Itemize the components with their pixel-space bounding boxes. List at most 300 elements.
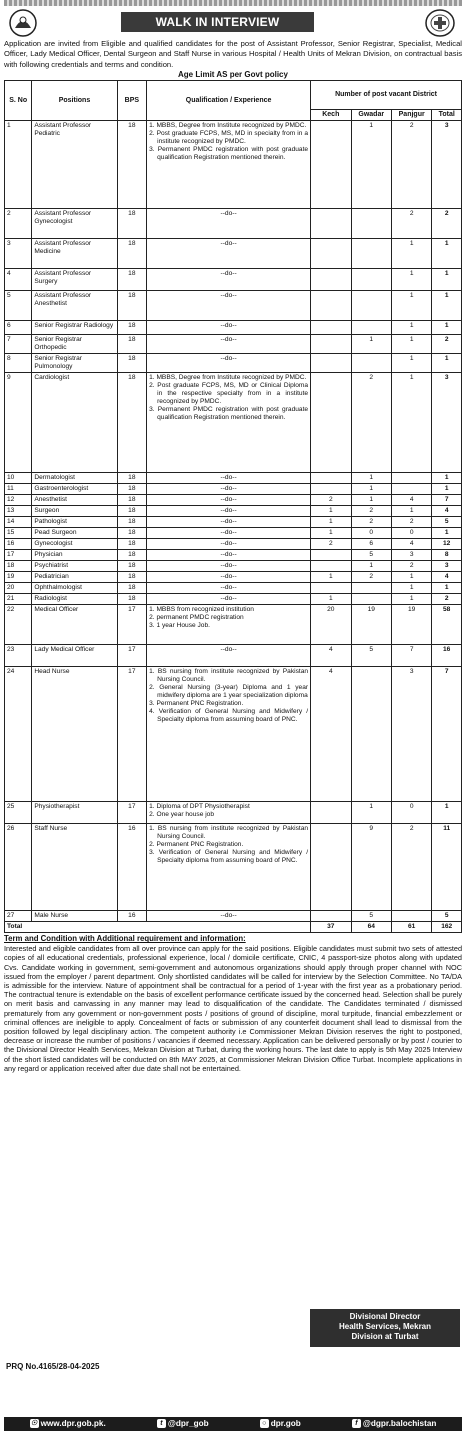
qualification-item: 3. Verification of General Nursing and Midwifery / Specialty diploma from assuming board of PNC. xyxy=(149,849,309,865)
cell-total: 16 xyxy=(432,645,462,667)
cell-bps: 18 xyxy=(117,539,147,550)
cell-position: Gastroenterologist xyxy=(32,484,117,495)
cell-position: Radiologist xyxy=(32,594,117,605)
table-row xyxy=(5,517,462,528)
cell-position: Pead Surgeon xyxy=(32,528,117,539)
cell-kech: 2 xyxy=(311,495,351,506)
cell-total: 3 xyxy=(432,121,462,209)
instagram-icon: ○ xyxy=(260,1419,269,1428)
health-department-logo-icon xyxy=(424,8,456,38)
header-posts-vacant: Number of post vacant District xyxy=(311,81,462,110)
cell-kech xyxy=(311,291,351,321)
intro-text: Application are invited from Eligible and qualified candidates for the post of Assistant Professor, Senior Registrar, Specialist, Medical Officer, Lady Medical Officer, Dental Surgeon and Staff Nurse in various Hospital / Health Units of Mekran Division, on contractual basis with following credentials and terms and condition. xyxy=(4,39,462,69)
cell-total: 2 xyxy=(432,335,462,354)
cell-bps: 18 xyxy=(117,373,147,473)
cell-panjgur: 1 xyxy=(391,291,431,321)
cell-position: Ophthalmologist xyxy=(32,583,117,594)
cell-gwadar: 5 xyxy=(351,550,391,561)
cell-position: Gynecologist xyxy=(32,539,117,550)
cell-gwadar: 1 xyxy=(351,484,391,495)
cell-position: Physician xyxy=(32,550,117,561)
cell-position: Head Nurse xyxy=(32,667,117,802)
cell-panjgur: 19 xyxy=(391,605,431,645)
cell-total: 12 xyxy=(432,539,462,550)
cell-sno: 26 xyxy=(5,824,32,911)
cell-position: Assistant Professor Medicine xyxy=(32,239,117,269)
qualification-item: 2. Post graduate FCPS, MS, MD in specialty from in a institute recognized by PMDC. xyxy=(149,130,309,146)
cell-position: Pathologist xyxy=(32,517,117,528)
cell-total: 1 xyxy=(432,528,462,539)
table-row xyxy=(5,209,462,239)
cell-bps: 18 xyxy=(117,495,147,506)
cell-qualification xyxy=(147,667,311,802)
cell-panjgur: 1 xyxy=(391,354,431,373)
table-row xyxy=(5,594,462,605)
cell-gwadar xyxy=(351,667,391,802)
cell-gwadar xyxy=(351,239,391,269)
cell-panjgur: 1 xyxy=(391,373,431,473)
table-row xyxy=(5,269,462,291)
cell-qualification: --do-- xyxy=(147,506,311,517)
qualification-item: 2. General Nursing (3-year) Diploma and 1 year midwifery diploma are 1 year specialization diploma xyxy=(149,684,309,700)
cell-gwadar xyxy=(351,321,391,335)
table-row xyxy=(5,824,462,911)
cell-qualification: --do-- xyxy=(147,354,311,373)
header-bps: BPS xyxy=(117,81,147,121)
cell-total: 2 xyxy=(432,594,462,605)
table-row xyxy=(5,121,462,209)
cell-sno: 5 xyxy=(5,291,32,321)
cell-bps: 18 xyxy=(117,209,147,239)
cell-sno: 1 xyxy=(5,121,32,209)
cell-total: 1 xyxy=(432,583,462,594)
table-row xyxy=(5,354,462,373)
total-panjgur: 61 xyxy=(391,922,431,933)
table-row xyxy=(5,473,462,484)
cell-position: Assistant Professor Pediatric xyxy=(32,121,117,209)
table-row xyxy=(5,667,462,802)
cell-panjgur: 4 xyxy=(391,495,431,506)
cell-sno: 16 xyxy=(5,539,32,550)
terms-heading: Term and Condition with Additional requirement and information: xyxy=(4,934,246,944)
cell-sno: 4 xyxy=(5,269,32,291)
cell-kech xyxy=(311,121,351,209)
cell-position: Senior Registrar Radiology xyxy=(32,321,117,335)
total-kech: 37 xyxy=(311,922,351,933)
qualification-item: 3. 1 year House Job. xyxy=(149,622,210,630)
cell-kech xyxy=(311,473,351,484)
qualification-item: 1. MBBS, Degree from Institute recognized by PMDC. xyxy=(149,374,307,382)
cell-qualification: --do-- xyxy=(147,561,311,572)
cell-kech xyxy=(311,239,351,269)
cell-kech xyxy=(311,911,351,922)
cell-sno: 22 xyxy=(5,605,32,645)
cell-kech xyxy=(311,484,351,495)
cell-total: 7 xyxy=(432,495,462,506)
cell-total: 1 xyxy=(432,354,462,373)
cell-position: Cardiologist xyxy=(32,373,117,473)
cell-qualification: --do-- xyxy=(147,539,311,550)
cell-sno: 18 xyxy=(5,561,32,572)
cell-gwadar: 1 xyxy=(351,802,391,824)
cell-kech xyxy=(311,561,351,572)
cell-qualification: --do-- xyxy=(147,572,311,583)
cell-position: Anesthetist xyxy=(32,495,117,506)
cell-sno: 12 xyxy=(5,495,32,506)
header-panjgur: Panjgur xyxy=(391,110,431,121)
cell-bps: 18 xyxy=(117,528,147,539)
cell-kech xyxy=(311,321,351,335)
cell-sno: 21 xyxy=(5,594,32,605)
cell-panjgur: 1 xyxy=(391,583,431,594)
qualification-item: 2. Post graduate FCPS, MS, MD or Clinical Diploma in the respective specialty from in a institute recognized by PMDC. xyxy=(149,382,309,406)
cell-position: Lady Medical Officer xyxy=(32,645,117,667)
qualification-list xyxy=(149,122,308,162)
cell-qualification xyxy=(147,605,311,645)
cell-qualification: --do-- xyxy=(147,473,311,484)
cell-panjgur: 1 xyxy=(391,594,431,605)
cell-bps: 16 xyxy=(117,824,147,911)
cell-position: Senior Registrar Orthopedic xyxy=(32,335,117,354)
cell-sno: 3 xyxy=(5,239,32,269)
prq-number: PRQ No.4165/28-04-2025 xyxy=(6,1362,100,1371)
cell-sno: 11 xyxy=(5,484,32,495)
government-logo-icon xyxy=(8,8,38,38)
cell-bps: 17 xyxy=(117,605,147,645)
table-row xyxy=(5,605,462,645)
cell-kech: 1 xyxy=(311,506,351,517)
cell-qualification xyxy=(147,373,311,473)
cell-position: Assistant Professor Gynecologist xyxy=(32,209,117,239)
instagram-link[interactable]: ○ dpr.gob xyxy=(260,1417,301,1431)
facebook-link[interactable]: f @dgpr.balochistan xyxy=(352,1417,437,1431)
table-row xyxy=(5,506,462,517)
cell-bps: 18 xyxy=(117,506,147,517)
qualification-item: 1. MBBS from recognized institution xyxy=(149,606,254,614)
cell-bps: 18 xyxy=(117,335,147,354)
cell-panjgur: 7 xyxy=(391,645,431,667)
table-row xyxy=(5,550,462,561)
table-row xyxy=(5,583,462,594)
cell-panjgur: 1 xyxy=(391,321,431,335)
cell-gwadar: 2 xyxy=(351,373,391,473)
cell-bps: 18 xyxy=(117,561,147,572)
signature-line: Health Services, Mekran xyxy=(338,1322,432,1331)
cell-bps: 17 xyxy=(117,802,147,824)
cell-qualification: --do-- xyxy=(147,583,311,594)
cell-qualification: --do-- xyxy=(147,291,311,321)
table-row xyxy=(5,572,462,583)
qualification-item: 3. Permanent PMDC registration with post graduate qualification Registration mentioned therein. xyxy=(149,406,309,422)
cell-gwadar xyxy=(351,269,391,291)
header-kech: Kech xyxy=(311,110,351,121)
cell-kech: 1 xyxy=(311,517,351,528)
header-qualification: Qualification / Experience xyxy=(147,81,311,121)
cell-sno: 7 xyxy=(5,335,32,354)
cell-sno: 6 xyxy=(5,321,32,335)
qualification-item: 3. Permanent PNC Registration. xyxy=(149,700,244,708)
cell-bps: 18 xyxy=(117,594,147,605)
cell-gwadar: 1 xyxy=(351,335,391,354)
cell-total: 7 xyxy=(432,667,462,802)
cell-gwadar: 9 xyxy=(351,824,391,911)
cell-qualification xyxy=(147,824,311,911)
cell-qualification: --do-- xyxy=(147,321,311,335)
cell-kech: 4 xyxy=(311,645,351,667)
table-row xyxy=(5,911,462,922)
qualification-item: 2. One year house job xyxy=(149,811,214,819)
cell-kech xyxy=(311,583,351,594)
cell-gwadar: 2 xyxy=(351,506,391,517)
cell-sno: 25 xyxy=(5,802,32,824)
cell-qualification: --do-- xyxy=(147,528,311,539)
cell-qualification: --do-- xyxy=(147,335,311,354)
table-row xyxy=(5,561,462,572)
cell-total: 4 xyxy=(432,572,462,583)
header-sno: S. No xyxy=(5,81,32,121)
twitter-link[interactable]: t @dpr_gob xyxy=(157,1417,209,1431)
qualification-item: 1. BS nursing from institute recognized by Pakistan Nursing Council. xyxy=(149,668,309,684)
cell-kech xyxy=(311,802,351,824)
cell-gwadar xyxy=(351,583,391,594)
qualification-list xyxy=(149,374,308,422)
cell-sno: 27 xyxy=(5,911,32,922)
total-gwadar: 64 xyxy=(351,922,391,933)
qualification-item: 1. Diploma of DPT Physiotherapist xyxy=(149,803,250,811)
vacancy-table xyxy=(4,80,462,933)
cell-kech xyxy=(311,269,351,291)
cell-panjgur xyxy=(391,473,431,484)
cell-total: 1 xyxy=(432,291,462,321)
cell-kech: 1 xyxy=(311,528,351,539)
qualification-list xyxy=(149,825,308,865)
cell-total: 1 xyxy=(432,269,462,291)
cell-panjgur: 0 xyxy=(391,528,431,539)
cell-gwadar xyxy=(351,594,391,605)
cell-panjgur: 3 xyxy=(391,667,431,802)
cell-total: 1 xyxy=(432,484,462,495)
qualification-item: 2. permanent PMDC registration xyxy=(149,614,244,622)
cell-position: Senior Registrar Pulmonology xyxy=(32,354,117,373)
cell-total: 1 xyxy=(432,321,462,335)
cell-bps: 18 xyxy=(117,354,147,373)
cell-kech xyxy=(311,550,351,561)
cell-gwadar: 1 xyxy=(351,495,391,506)
cell-bps: 17 xyxy=(117,667,147,802)
cell-gwadar xyxy=(351,209,391,239)
header-total: Total xyxy=(432,110,462,121)
website-link[interactable]: ☉ www.dpr.gob.pk. xyxy=(30,1419,106,1428)
cell-gwadar: 6 xyxy=(351,539,391,550)
table-row xyxy=(5,321,462,335)
cell-bps: 18 xyxy=(117,550,147,561)
cell-qualification: --do-- xyxy=(147,550,311,561)
facebook-icon: f xyxy=(352,1419,361,1428)
cell-sno: 2 xyxy=(5,209,32,239)
cell-gwadar: 2 xyxy=(351,572,391,583)
cell-sno: 19 xyxy=(5,572,32,583)
cell-position: Medical Officer xyxy=(32,605,117,645)
cell-gwadar: 0 xyxy=(351,528,391,539)
cell-qualification: --do-- xyxy=(147,517,311,528)
cell-bps: 18 xyxy=(117,321,147,335)
cell-panjgur: 1 xyxy=(391,506,431,517)
qualification-item: 1. BS nursing from institute recognized by Pakistan Nursing Council. xyxy=(149,825,309,841)
cell-panjgur xyxy=(391,484,431,495)
cell-sno: 20 xyxy=(5,583,32,594)
cell-sno: 9 xyxy=(5,373,32,473)
cell-total: 4 xyxy=(432,506,462,517)
cell-total: 1 xyxy=(432,473,462,484)
signature-block xyxy=(310,1309,460,1347)
cell-panjgur: 0 xyxy=(391,802,431,824)
cell-bps: 18 xyxy=(117,517,147,528)
cell-gwadar: 1 xyxy=(351,473,391,484)
cell-gwadar: 5 xyxy=(351,911,391,922)
cell-kech xyxy=(311,209,351,239)
qualification-item: 2. Permanent PNC Registration. xyxy=(149,841,244,849)
cell-total: 11 xyxy=(432,824,462,911)
cell-bps: 17 xyxy=(117,645,147,667)
cell-qualification: --do-- xyxy=(147,269,311,291)
cell-kech: 4 xyxy=(311,667,351,802)
cell-total: 5 xyxy=(432,517,462,528)
cell-position: Dermatologist xyxy=(32,473,117,484)
grand-total: 162 xyxy=(432,922,462,933)
cell-kech: 1 xyxy=(311,572,351,583)
header-positions: Positions xyxy=(32,81,117,121)
cell-qualification xyxy=(147,121,311,209)
header-gwadar: Gwadar xyxy=(351,110,391,121)
cell-panjgur: 2 xyxy=(391,209,431,239)
cell-panjgur: 1 xyxy=(391,269,431,291)
cell-kech xyxy=(311,354,351,373)
table-row xyxy=(5,528,462,539)
cell-bps: 18 xyxy=(117,269,147,291)
cell-panjgur: 2 xyxy=(391,121,431,209)
cell-bps: 18 xyxy=(117,239,147,269)
cell-qualification: --do-- xyxy=(147,911,311,922)
table-row xyxy=(5,239,462,269)
cell-panjgur: 1 xyxy=(391,572,431,583)
cell-total: 58 xyxy=(432,605,462,645)
signature-line: Divisional Director xyxy=(349,1312,421,1321)
cell-kech: 2 xyxy=(311,539,351,550)
terms-text: Interested and eligible candidates from all over province can apply for the said positions. Eligible candidates must submit two sets of attested copies of all educational credentials, professional experience, local / domicile certificate, CNIC, 4 passport-size photos along with updated Cvs. Candidate working in government, semi-government and autonomous organizations should apply through proper channel with NOC issued from the employer / parent department. Only shortlisted candidates will be called for interview by the Selection Committee. No TA/DA is admissible for the interview. Nature of appointment shall be contractual for a period of 1-year with the first year as a probationary period. The contractual tenure is extendable on the basis of excellent performance certificate issued by the concerned head. Selection shall be purely on merit basis and canvassing in any manner may lead to disqualification of the candidate. The Candidates terminated / dismissed prematurely from any government or non-government posts / positions of ground of discipline, moral turpitude, financial embezzlement or criminal offences are ineligible to apply. Concealment of facts or submission of any counterfeit document shall lead to dismissal from the position followed by legal disciplinary action. The competent authority i.e Commissioner Mekran Division reserves the right to postponed, decrease or increase the number of positions / vacancies if deemed necessary. Application can be delivered personally or by post / courier to the Divisional Director Health Services, Mekran Division at Turbat, during the working hours. The last date to apply is 5th May 2025 Interview of the short listed candidates will be conducted on 8th MAY 2025, at Commissioner Mekran Division Office Turbat. Incomplete applications in any regard or application received after due date shall not be entertained. xyxy=(4,944,462,1073)
qualification-list xyxy=(149,803,308,819)
table-row xyxy=(5,539,462,550)
twitter-icon: t xyxy=(157,1419,166,1428)
cell-gwadar: 1 xyxy=(351,121,391,209)
cell-total: 3 xyxy=(432,373,462,473)
cell-sno: 15 xyxy=(5,528,32,539)
cell-panjgur: 2 xyxy=(391,824,431,911)
cell-bps: 18 xyxy=(117,583,147,594)
cell-position: Staff Nurse xyxy=(32,824,117,911)
footer-bar xyxy=(4,1417,462,1431)
cell-qualification: --do-- xyxy=(147,484,311,495)
cell-panjgur: 1 xyxy=(391,239,431,269)
cell-sno: 23 xyxy=(5,645,32,667)
table-row xyxy=(5,373,462,473)
cell-bps: 18 xyxy=(117,473,147,484)
cell-total: 8 xyxy=(432,550,462,561)
cell-sno: 14 xyxy=(5,517,32,528)
cell-position: Assistant Professor Anesthetist xyxy=(32,291,117,321)
table-row xyxy=(5,291,462,321)
totals-label: Total xyxy=(5,922,311,933)
cell-bps: 18 xyxy=(117,484,147,495)
cell-qualification: --do-- xyxy=(147,239,311,269)
cell-position: Pediatrician xyxy=(32,572,117,583)
globe-icon: ☉ xyxy=(30,1420,38,1428)
cell-position: Physiotherapist xyxy=(32,802,117,824)
qualification-item: 1. MBBS, Degree from Institute recognized by PMDC. xyxy=(149,122,307,130)
table-row xyxy=(5,335,462,354)
table-row xyxy=(5,645,462,667)
table-row xyxy=(5,495,462,506)
table-row xyxy=(5,802,462,824)
cell-sno: 10 xyxy=(5,473,32,484)
cell-position: Psychiatrist xyxy=(32,561,117,572)
cell-position: Male Nurse xyxy=(32,911,117,922)
cell-bps: 18 xyxy=(117,291,147,321)
totals-row xyxy=(5,922,462,933)
cell-sno: 8 xyxy=(5,354,32,373)
cell-position: Assistant Professor Surgery xyxy=(32,269,117,291)
cell-total: 1 xyxy=(432,802,462,824)
cell-kech: 1 xyxy=(311,594,351,605)
cell-panjgur: 3 xyxy=(391,550,431,561)
cell-qualification: --do-- xyxy=(147,209,311,239)
signature-line: Division at Turbat xyxy=(351,1332,419,1341)
cell-kech xyxy=(311,335,351,354)
cell-total: 1 xyxy=(432,239,462,269)
cell-sno: 13 xyxy=(5,506,32,517)
cell-qualification xyxy=(147,802,311,824)
cell-sno: 17 xyxy=(5,550,32,561)
cell-gwadar: 5 xyxy=(351,645,391,667)
qualification-list xyxy=(149,668,308,724)
cell-kech: 20 xyxy=(311,605,351,645)
age-limit: Age Limit AS per Govt policy xyxy=(178,70,288,80)
cell-panjgur: 1 xyxy=(391,335,431,354)
cell-qualification: --do-- xyxy=(147,495,311,506)
cell-panjgur: 2 xyxy=(391,517,431,528)
qualification-item: 3. Permanent PMDC registration with post graduate qualification Registration mentioned therein. xyxy=(149,146,309,162)
cell-position: Surgeon xyxy=(32,506,117,517)
table-row xyxy=(5,484,462,495)
cell-panjgur: 2 xyxy=(391,561,431,572)
cell-bps: 18 xyxy=(117,572,147,583)
cell-bps: 18 xyxy=(117,121,147,209)
cell-qualification: --do-- xyxy=(147,594,311,605)
cell-kech xyxy=(311,373,351,473)
cell-total: 2 xyxy=(432,209,462,239)
cell-gwadar: 2 xyxy=(351,517,391,528)
qualification-item: 4. Verification of General Nursing and Midwifery / Specialty diploma from assuming board of PNC. xyxy=(149,708,309,724)
cell-total: 3 xyxy=(432,561,462,572)
cell-kech xyxy=(311,824,351,911)
cell-sno: 24 xyxy=(5,667,32,802)
header xyxy=(4,6,462,40)
cell-bps: 16 xyxy=(117,911,147,922)
qualification-list xyxy=(149,606,308,630)
cell-gwadar: 19 xyxy=(351,605,391,645)
cell-qualification: --do-- xyxy=(147,645,311,667)
cell-gwadar xyxy=(351,291,391,321)
page-title: WALK IN INTERVIEW xyxy=(121,12,314,32)
